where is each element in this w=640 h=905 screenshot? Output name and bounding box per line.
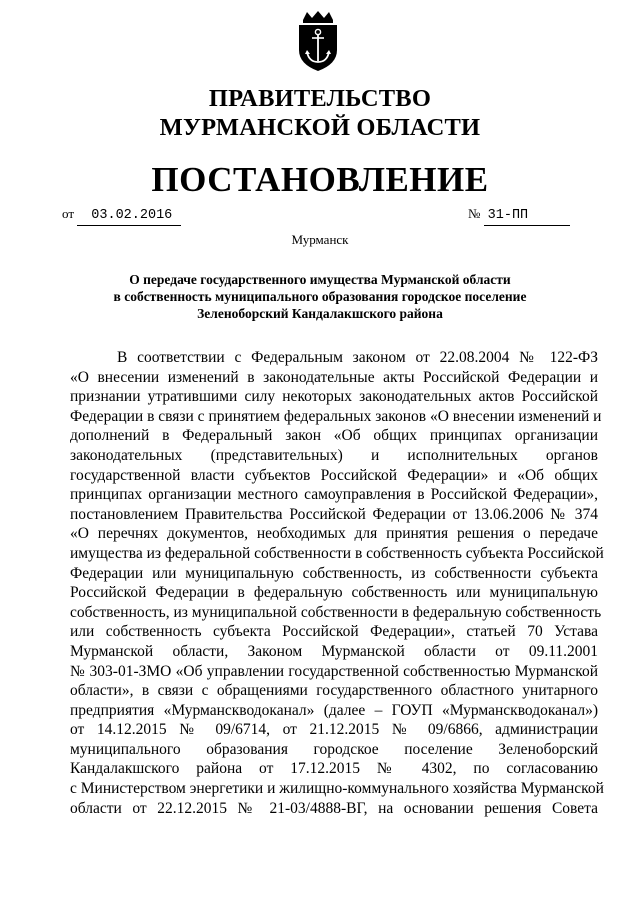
murmansk-oblast-coat-of-arms-icon (295, 10, 341, 72)
body-line: государственной власти субъектов Российской Федерации» и «Об общих (70, 466, 598, 484)
body-line: Федерации или муниципальную собственность, из собственности субъекта (70, 564, 598, 582)
body-paragraph (70, 348, 604, 818)
body-line: собственность, из муниципальной собственности в федеральную собственность (70, 603, 602, 621)
document-title-line2: в собственность муниципального образования городское поселение (113, 289, 527, 304)
document-title-line1: О передаче государственного имущества Мурманской области (129, 272, 511, 287)
body-line: «О перечнях документов, необходимых для принятия решения о передаче (70, 525, 598, 543)
date-value: 03.02.2016 (77, 207, 181, 226)
number-value: 31-ПП (484, 207, 570, 226)
body-line: предприятия «Мурманскводоканал» (далее – ГОУП «Мурманскводоканал») (70, 701, 598, 719)
body-line: или собственность субъекта Российской Федерации», статьей 70 Устава (70, 623, 598, 641)
body-line: области», в связи с обращениями государственного областного унитарного (70, 682, 598, 700)
body-line: имущества из федеральной собственности в собственность субъекта Российской (70, 544, 604, 562)
body-line: принципах организации местного самоуправления в Российской Федерации», (70, 486, 598, 504)
body-line: В соответствии с Федеральным законом от 22.08.2004 № 122-ФЗ (117, 349, 598, 366)
body-line: законодательных (представительных) и исполнительных органов (70, 446, 598, 464)
government-name-line2: МУРМАНСКОЙ ОБЛАСТИ (159, 114, 481, 141)
body-line: области от 22.12.2015 № 21-03/4888-ВГ, на основании решения Совета (70, 799, 598, 817)
document-title-line3: Зеленоборский Кандалакшского района (197, 306, 443, 321)
body-line: «О внесении изменений в законодательные акты Российской Федерации и (70, 368, 598, 386)
body-line: признании утратившими силу некоторых законодательных актов Российской (70, 388, 598, 406)
body-line: муниципального образования городское поселение Зеленоборский (70, 740, 598, 758)
body-line: Кандалакшского района от 17.12.2015 № 4302, по согласованию (70, 760, 598, 778)
government-name-line1: ПРАВИТЕЛЬСТВО (208, 85, 432, 112)
body-line: № 303-01-ЗМО «Об управлении государственной собственностью Мурманской (70, 662, 598, 680)
body-line: постановлением Правительства Российской Федерации от 13.06.2006 № 374 (70, 505, 598, 523)
document-type-heading: ПОСТАНОВЛЕНИЕ (151, 160, 489, 199)
date-prefix: от (62, 206, 75, 221)
body-line: Федерации в связи с принятием федеральных законов «О внесении изменений и (70, 407, 602, 425)
document-number (468, 202, 570, 226)
body-line: от 14.12.2015 № 09/6714, от 21.12.2015 № 09/6866, администрации (70, 721, 598, 739)
document-date (62, 202, 181, 226)
body-line: Мурманской области, Законом Мурманской области от 09.11.2001 (70, 642, 598, 660)
number-prefix: № (468, 206, 481, 221)
city-name: Мурманск (291, 232, 349, 247)
body-line: дополнений в Федеральный закон «Об общих принципах организации (70, 427, 598, 445)
body-line: с Министерством энергетики и жилищно-коммунального хозяйства Мурманской (70, 780, 604, 798)
body-line: Российской Федерации в федеральную собственность или муниципальную (70, 584, 598, 602)
